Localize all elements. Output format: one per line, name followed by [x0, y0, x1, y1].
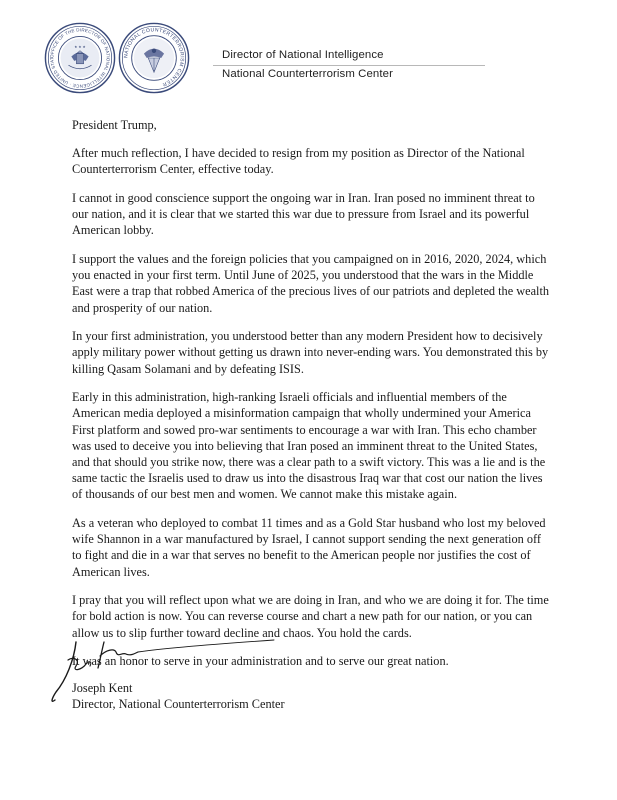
- closing-line: It was an honor to serve in your administration and to serve our great nation.: [72, 654, 449, 669]
- paragraph-first-administration: In your first administration, you understood better than any modern President how to decisively apply military power without getting us drawn into never-ending wars. You demonstrated this by killing Qasam Solamani and by defeating ISIS.: [72, 329, 549, 376]
- salutation: President Trump,: [72, 118, 157, 132]
- nctc-seal-icon: [118, 22, 190, 94]
- agency-line-2: National Counterterrorism Center: [222, 68, 393, 80]
- paragraph-misinformation: Early in this administration, high-ranking Israeli officials and influential members of the American media deployed a misinformation campaign that wholly undermined your America First platform and sowed pro-war sentiments to encourage a war with Iran. This echo chamber was used to deceive you into believing that Iran posed an imminent threat to the United States, and that should you strike now, there was a clear path to a swift victory. This was a lie and is the same tactic the Israelis used to draw us into the disastrous Iraq war that cost our nation the lives of thousands of our best men and women. We cannot make this mistake again.: [72, 390, 546, 502]
- svg-text:★ ★ ★: ★ ★ ★: [74, 44, 86, 49]
- agency-line-1: Director of National Intelligence: [222, 49, 384, 61]
- letter-body: [72, 117, 552, 669]
- paragraph-prayer: I pray that you will reflect upon what we are doing in Iran, and who we are doing it for. The time for bold action is now. You can reverse course and chart a new path for our nation, or you can allow us to slip further toward decline and chaos. You hold the cards.: [72, 593, 549, 640]
- letterhead-divider: [213, 65, 485, 66]
- paragraph-values: I support the values and the foreign policies that you campaigned on in 2016, 2020, 2024, which you enacted in your first term. Until June of 2025, you understood that the wars in the Middle East were a trap that robbed America of the precious lives of our patriots and depleted the wealth and prosperity of our nation.: [72, 252, 550, 315]
- svg-text:OFFICE OF THE DIRECTOR OF NATI: OFFICE OF THE DIRECTOR OF NATIONAL INTELLIGENCE · UNITED STAT: [49, 27, 111, 89]
- paragraph-conscience: I cannot in good conscience support the ongoing war in Iran. Iran posed no imminent threat to our nation, and it is clear that we started this war due to pressure from Israel and its powerful American lobby.: [72, 191, 535, 238]
- signer-title: Director, National Counterterrorism Center: [72, 697, 285, 711]
- letterhead: [0, 0, 617, 100]
- paragraph-resignation: After much reflection, I have decided to resign from my position as Director of the National Counterterrorism Center, effective today.: [72, 146, 525, 177]
- paragraph-veteran: As a veteran who deployed to combat 11 times and as a Gold Star husband who lost my beloved wife Shannon in a war manufactured by Israel, I cannot support sending the next generation off to fight and die in a war that serves no benefit to the American people nor justifies the cost of American lives.: [72, 516, 546, 579]
- signer-name: Joseph Kent: [72, 681, 133, 695]
- dni-seal-icon: [44, 22, 116, 94]
- svg-text:NATIONAL COUNTERTERRORISM CENT: NATIONAL COUNTERTERRORISM CENTER: [123, 27, 185, 88]
